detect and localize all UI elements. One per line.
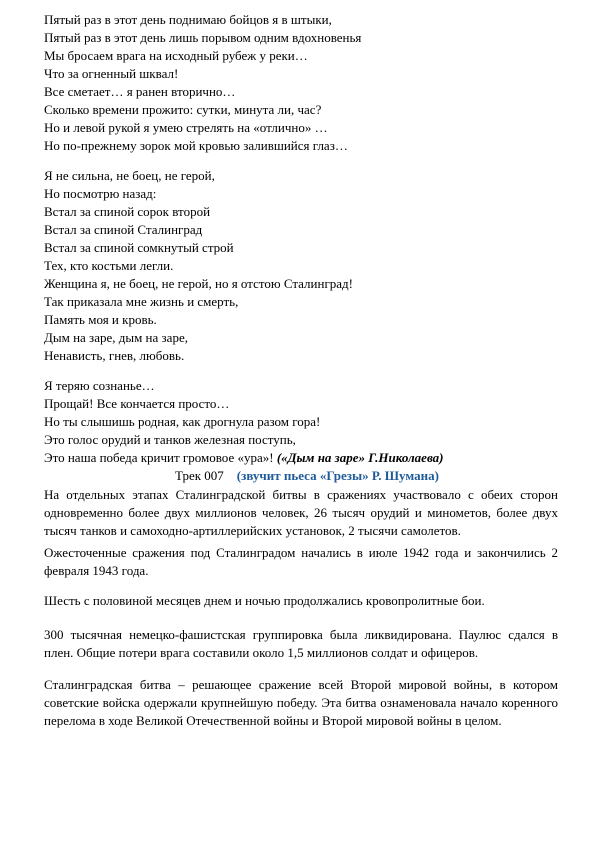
poem-line: Встал за спиной сомкнутый строй — [44, 240, 234, 255]
track-label: Трек 007 — [175, 468, 224, 483]
poem-line: Но по-прежнему зорок мой кровью залившийся глаз… — [44, 138, 348, 153]
poem-line: Память моя и кровь. — [44, 312, 157, 327]
poem-line: Прощай! Все кончается просто… — [44, 396, 230, 411]
poem-line: Женщина я, не боец, не герой, но я отстою Сталинград! — [44, 276, 353, 291]
poem-line: Тех, кто костьми легли. — [44, 258, 174, 273]
poem-line: Я теряю сознанье… — [44, 378, 155, 393]
poem-source: («Дым на заре» Г.Николаева) — [276, 450, 444, 465]
poem-line: Я не сильна, не боец, не герой, — [44, 168, 215, 183]
poem-line: Все сметает… я ранен вторично… — [44, 84, 236, 99]
poem-line: Встал за спиной Сталинград — [44, 222, 203, 237]
poem-line: Но и левой рукой я умею стрелять на «отлично» … — [44, 120, 328, 135]
poem-line: Сколько времени прожито: сутки, минута ли, час? — [44, 102, 322, 117]
paragraph: На отдельных этапах Сталинградской битвы в сражениях участвовало с обеих сторон одновременно более двух миллионов человек, 26 тысяч орудий и минометов, более двух тысяч танков и самоходно-артиллерийских установок, 2 тысячи самолетов. — [44, 487, 558, 538]
track-line — [175, 468, 439, 484]
poem-line-text: Это наша победа кричит громовое «ура»! — [44, 450, 277, 465]
paragraph: Шесть с половиной месяцев днем и ночью продолжались кровопролитные бои. — [44, 593, 485, 608]
poem-line: Но ты слышишь родная, как дрогнула разом гора! — [44, 414, 321, 429]
poem-line: Ненависть, гнев, любовь. — [44, 348, 185, 363]
poem-line: Но посмотрю назад: — [44, 186, 157, 201]
poem-last-line — [44, 450, 444, 466]
poem-line: Мы бросаем врага на исходный рубеж у реки… — [44, 48, 308, 63]
poem-line: Так приказала мне жизнь и смерть, — [44, 294, 239, 309]
poem-line: Пятый раз в этот день лишь порывом одним вдохновенья — [44, 30, 362, 45]
paragraph: Сталинградская битва – решающее сражение всей Второй мировой войны, в котором советские войска одержали крупнейшую победу. Эта битва ознаменовала начало коренного перелома в ходе Великой Отечественной войны и Второй мировой войны в целом. — [44, 677, 558, 728]
poem-line: Это голос орудий и танков железная поступь, — [44, 432, 296, 447]
poem-line: Встал за спиной сорок второй — [44, 204, 211, 219]
poem-line: Дым на заре, дым на заре, — [44, 330, 188, 345]
paragraph: Ожесточенные сражения под Сталинградом начались в июле 1942 года и закончились 2 февраля 1943 года. — [44, 545, 558, 578]
poem-line: Пятый раз в этот день поднимаю бойцов я в штыки, — [44, 12, 332, 27]
track-note: (звучит пьеса «Грезы» Р. Шумана) — [236, 468, 439, 483]
poem-line: Что за огненный шквал! — [44, 66, 179, 81]
paragraph: 300 тысячная немецко-фашистская группировка была ликвидирована. Паулюс сдался в плен. Общие потери врага составили около 1,5 миллионов солдат и офицеров. — [44, 627, 558, 660]
